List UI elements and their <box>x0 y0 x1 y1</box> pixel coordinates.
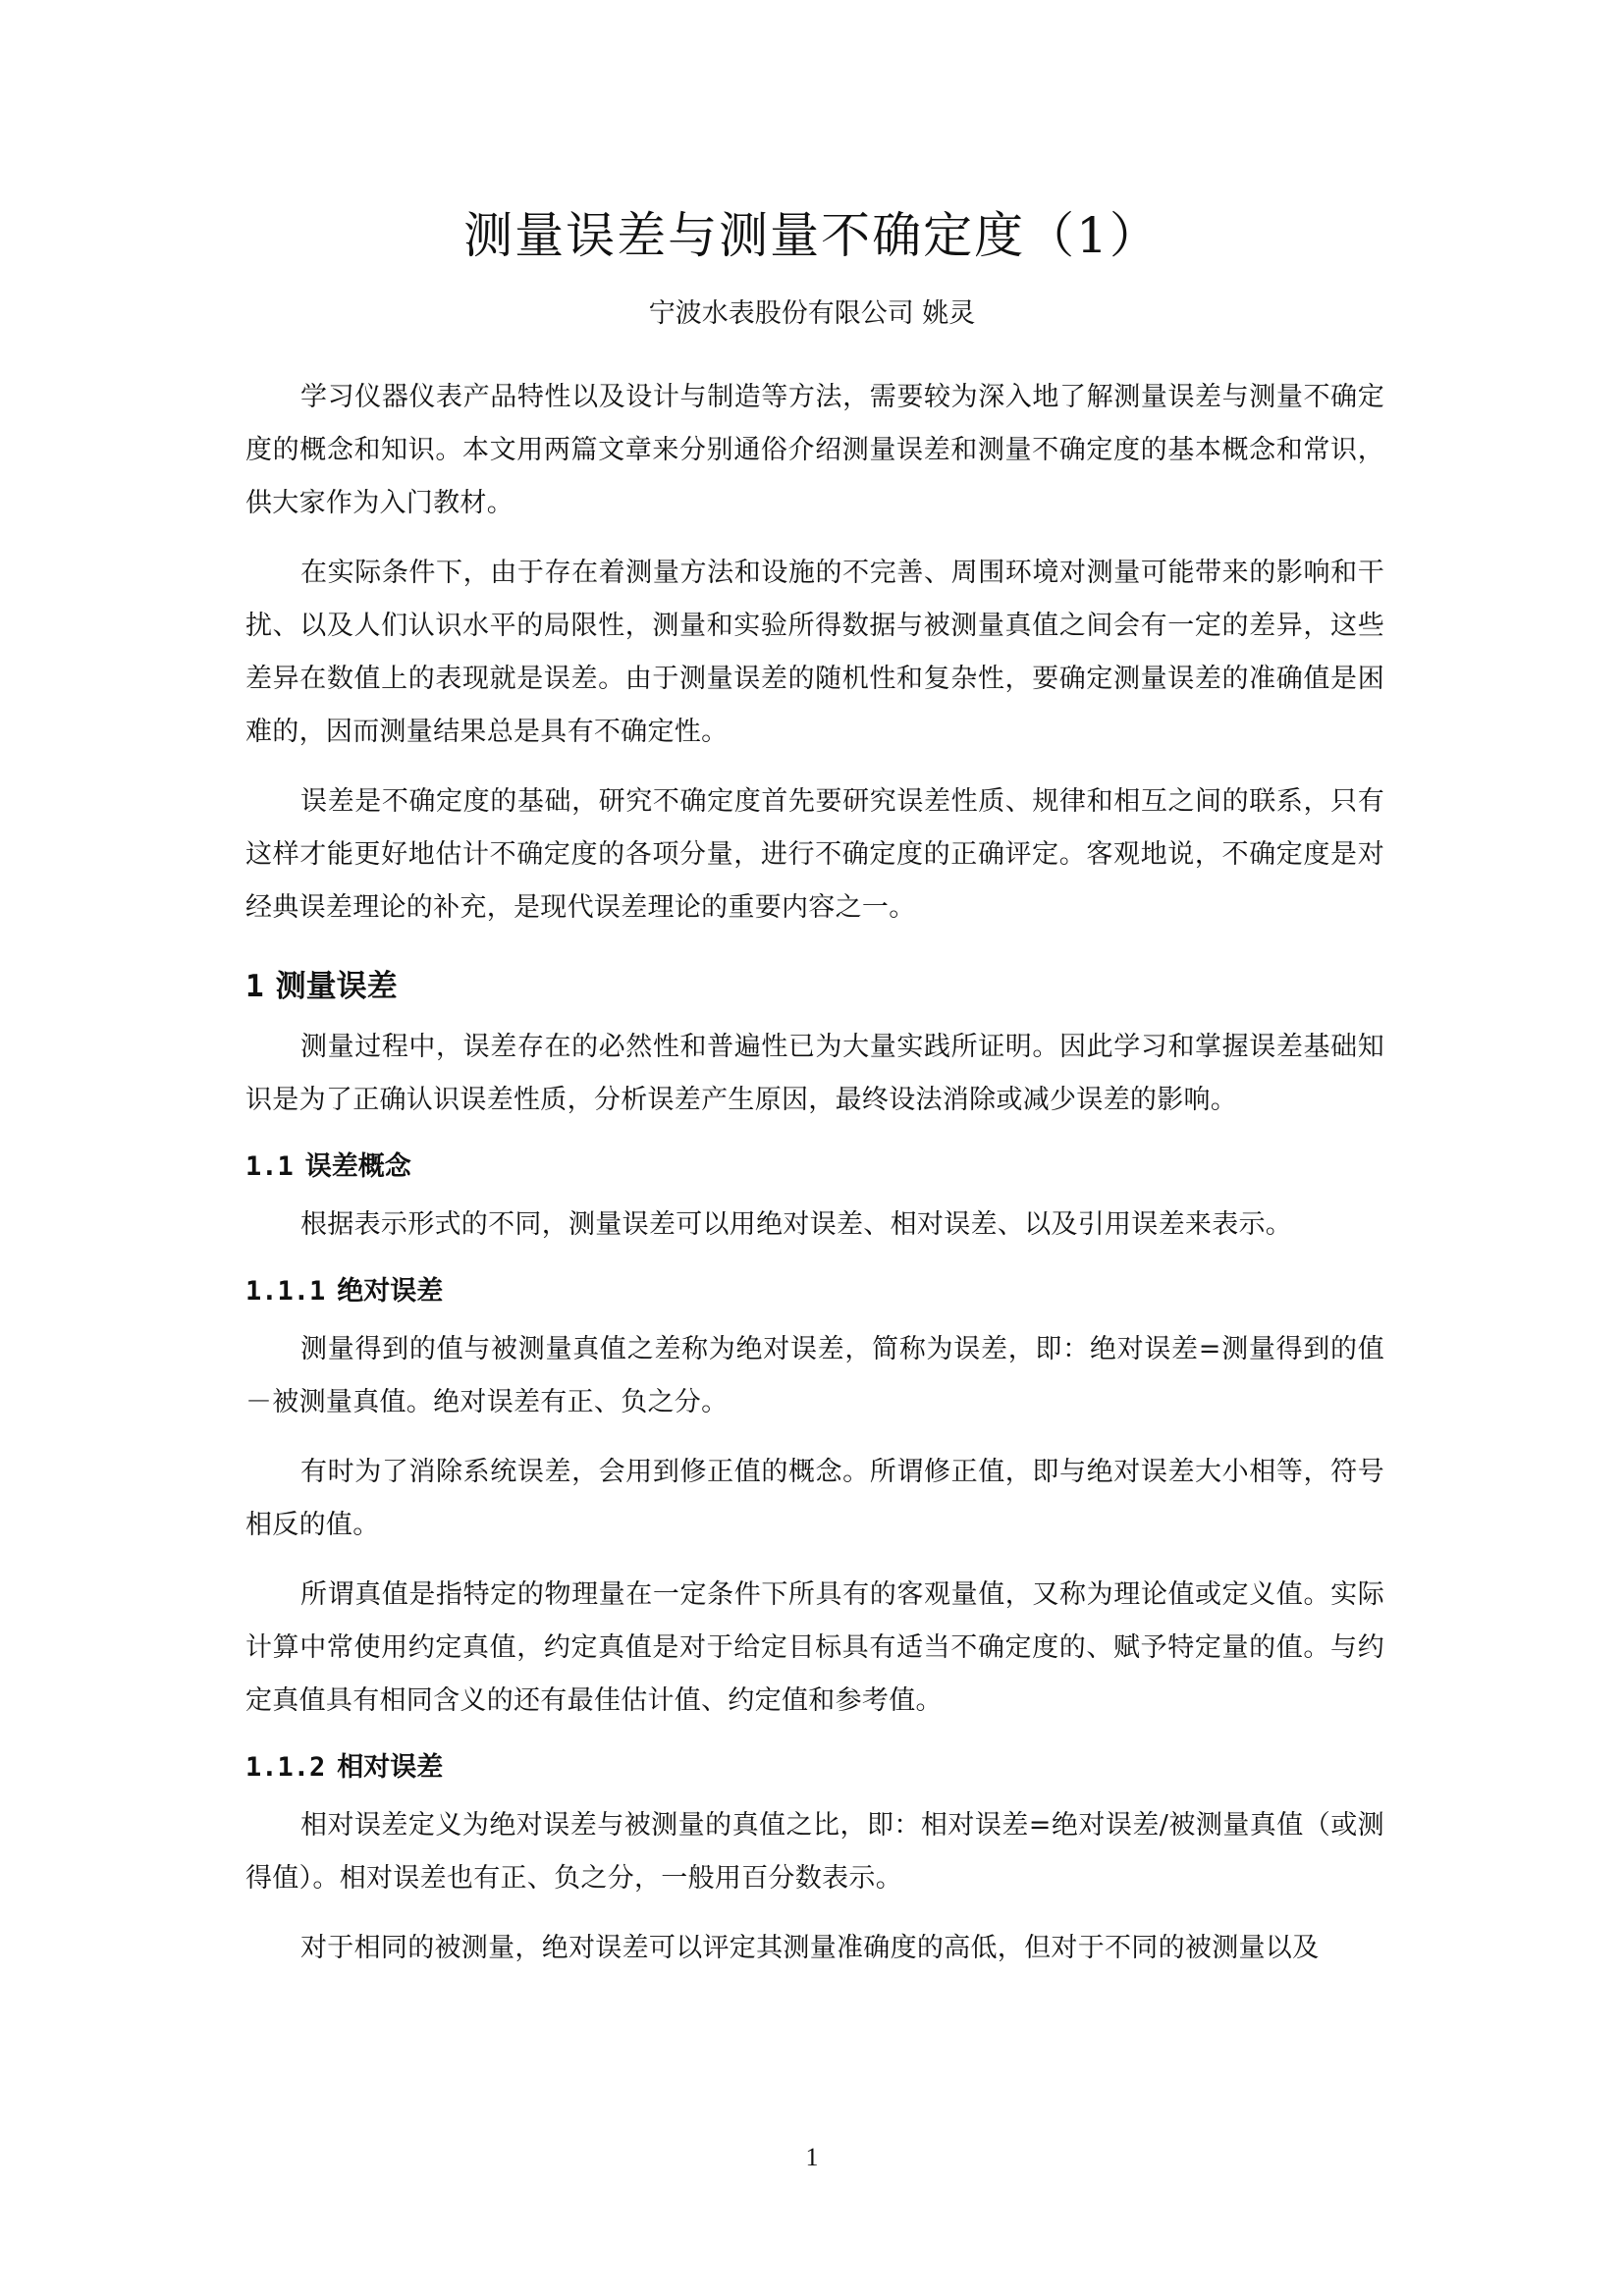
page-number: 1 <box>805 2143 819 2171</box>
section-number: 1.1.2 <box>245 1752 326 1783</box>
section-heading-1-1-1 <box>245 1268 1384 1315</box>
document-body <box>245 371 1384 1992</box>
section-1-1-2-paragraph-1: 相对误差定义为绝对误差与被测量的真值之比，即：相对误差=绝对误差/被测量真值（或测得值）。相对误差也有正、负之分，一般用百分数表示。 <box>245 1810 1384 1894</box>
intro-paragraph-2: 在实际条件下，由于存在着测量方法和设施的不完善、周围环境对测量可能带来的影响和干扰、以及人们认识水平的局限性，测量和实验所得数据与被测量真值之间会有一定的差异，这些差异在数值上的表现就是误差。由于测量误差的随机性和复杂性，要确定测量误差的准确值是困难的，因而测量结果总是具有不确定性。 <box>245 558 1384 747</box>
section-number: 1.1.1 <box>245 1276 326 1307</box>
section-heading-1-1-2 <box>245 1744 1384 1791</box>
section-1-paragraph: 测量过程中，误差存在的必然性和普遍性已为大量实践所证明。因此学习和掌握误差基础知识是为了正确认识误差性质，分析误差产生原因，最终设法消除或减少误差的影响。 <box>245 1032 1384 1115</box>
section-heading-1 <box>245 960 1384 1013</box>
section-1-1-paragraph: 根据表示形式的不同，测量误差可以用绝对误差、相对误差、以及引用误差来表示。 <box>300 1209 1293 1240</box>
section-heading-1-1 <box>245 1144 1384 1191</box>
section-title: 测量误差 <box>275 969 398 1004</box>
section-number: 1 <box>245 969 264 1004</box>
section-1-1-1-paragraph-3: 所谓真值是指特定的物理量在一定条件下所具有的客观量值，又称为理论值或定义值。实际计算中常使用约定真值，约定真值是对于给定目标具有适当不确定度的、赋予特定量的值。与约定真值具有相同含义的还有最佳估计值、约定值和参考值。 <box>245 1579 1384 1716</box>
intro-paragraph-1: 学习仪器仪表产品特性以及设计与制造等方法，需要较为深入地了解测量误差与测量不确定度的概念和知识。本文用两篇文章来分别通俗介绍测量误差和测量不确定度的基本概念和常识，供大家作为入门教材。 <box>245 382 1384 518</box>
section-1-1-1-paragraph-1: 测量得到的值与被测量真值之差称为绝对误差，简称为误差，即：绝对误差=测量得到的值－被测量真值。绝对误差有正、负之分。 <box>245 1334 1384 1417</box>
section-title: 绝对误差 <box>337 1276 444 1307</box>
section-title: 误差概念 <box>304 1151 411 1182</box>
page-title: 测量误差与测量不确定度（1） <box>463 207 1161 264</box>
section-title: 相对误差 <box>337 1752 444 1783</box>
intro-paragraph-3: 误差是不确定度的基础，研究不确定度首先要研究误差性质、规律和相互之间的联系，只有这样才能更好地估计不确定度的各项分量，进行不确定度的正确评定。客观地说，不确定度是对经典误差理论的补充，是现代误差理论的重要内容之一。 <box>245 786 1384 923</box>
author-line: 宁波水表股份有限公司 姚灵 <box>648 298 976 329</box>
section-number: 1.1 <box>245 1151 294 1182</box>
section-1-1-2-paragraph-2: 对于相同的被测量，绝对误差可以评定其测量准确度的高低，但对于不同的被测量以及 <box>300 1933 1320 1963</box>
section-1-1-1-paragraph-2: 有时为了消除系统误差，会用到修正值的概念。所谓修正值，即与绝对误差大小相等，符号相反的值。 <box>245 1457 1384 1540</box>
